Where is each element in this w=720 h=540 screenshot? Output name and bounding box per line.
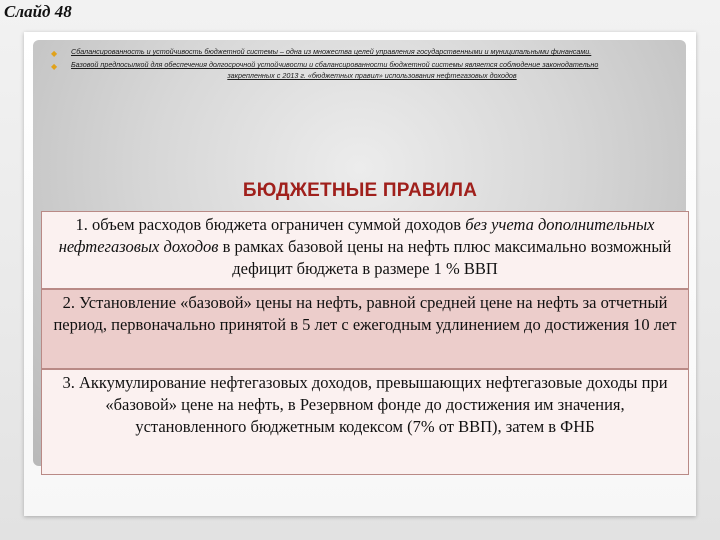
bullet-text-line2: закрепленных с 2013 г. «бюджетных правил» использования нефтегазовых доходов bbox=[227, 71, 517, 80]
bullet-item bbox=[41, 59, 673, 81]
section-title: БЮДЖЕТНЫЕ ПРАВИЛА bbox=[242, 180, 478, 201]
bullet-text-line1: Базовой предпосылкой для обеспечения долгосрочной устойчивости и сбалансированности бюджетной системы является соблюдение законодательно bbox=[71, 60, 599, 69]
bullet-marker-icon: ◆ bbox=[51, 62, 58, 71]
rule-1-emphasis: без учета дополнительных нефтегазовых доходов bbox=[58, 215, 655, 256]
rule-1-suffix: в рамках базовой цены на нефть плюс максимально возможный дефицит бюджета в размере 1 % ВВП bbox=[218, 237, 672, 278]
bullet-list bbox=[41, 46, 673, 83]
bullet-item bbox=[41, 46, 673, 57]
rule-box-1 bbox=[41, 211, 689, 289]
bullet-text: Сбалансированность и устойчивость бюджетной системы – одна из множества целей управления государственными и муниципальными финансами. bbox=[71, 47, 592, 56]
rule-box-3 bbox=[41, 369, 689, 475]
slide-number-label: Слайд 48 bbox=[4, 2, 72, 21]
rule-box-2 bbox=[41, 289, 689, 369]
rule-1-prefix: 1. объем расходов бюджета ограничен суммой доходов bbox=[75, 215, 466, 234]
rule-2-text: 2. Установление «базовой» цены на нефть, равной средней цене на нефть за отчетный период, первоначально принятой в 5 лет с ежегодным удлинением до достижения 10 лет bbox=[53, 293, 677, 334]
bullet-marker-icon: ◆ bbox=[51, 49, 58, 58]
rule-3-text: 3. Аккумулирование нефтегазовых доходов, превышающих нефтегазовые доходы при «базовой» цене на нефть, в Резервном фонде до достижения им значения, установленного бюджетным кодексом (7% от ВВП), затем в ФНБ bbox=[62, 373, 668, 436]
